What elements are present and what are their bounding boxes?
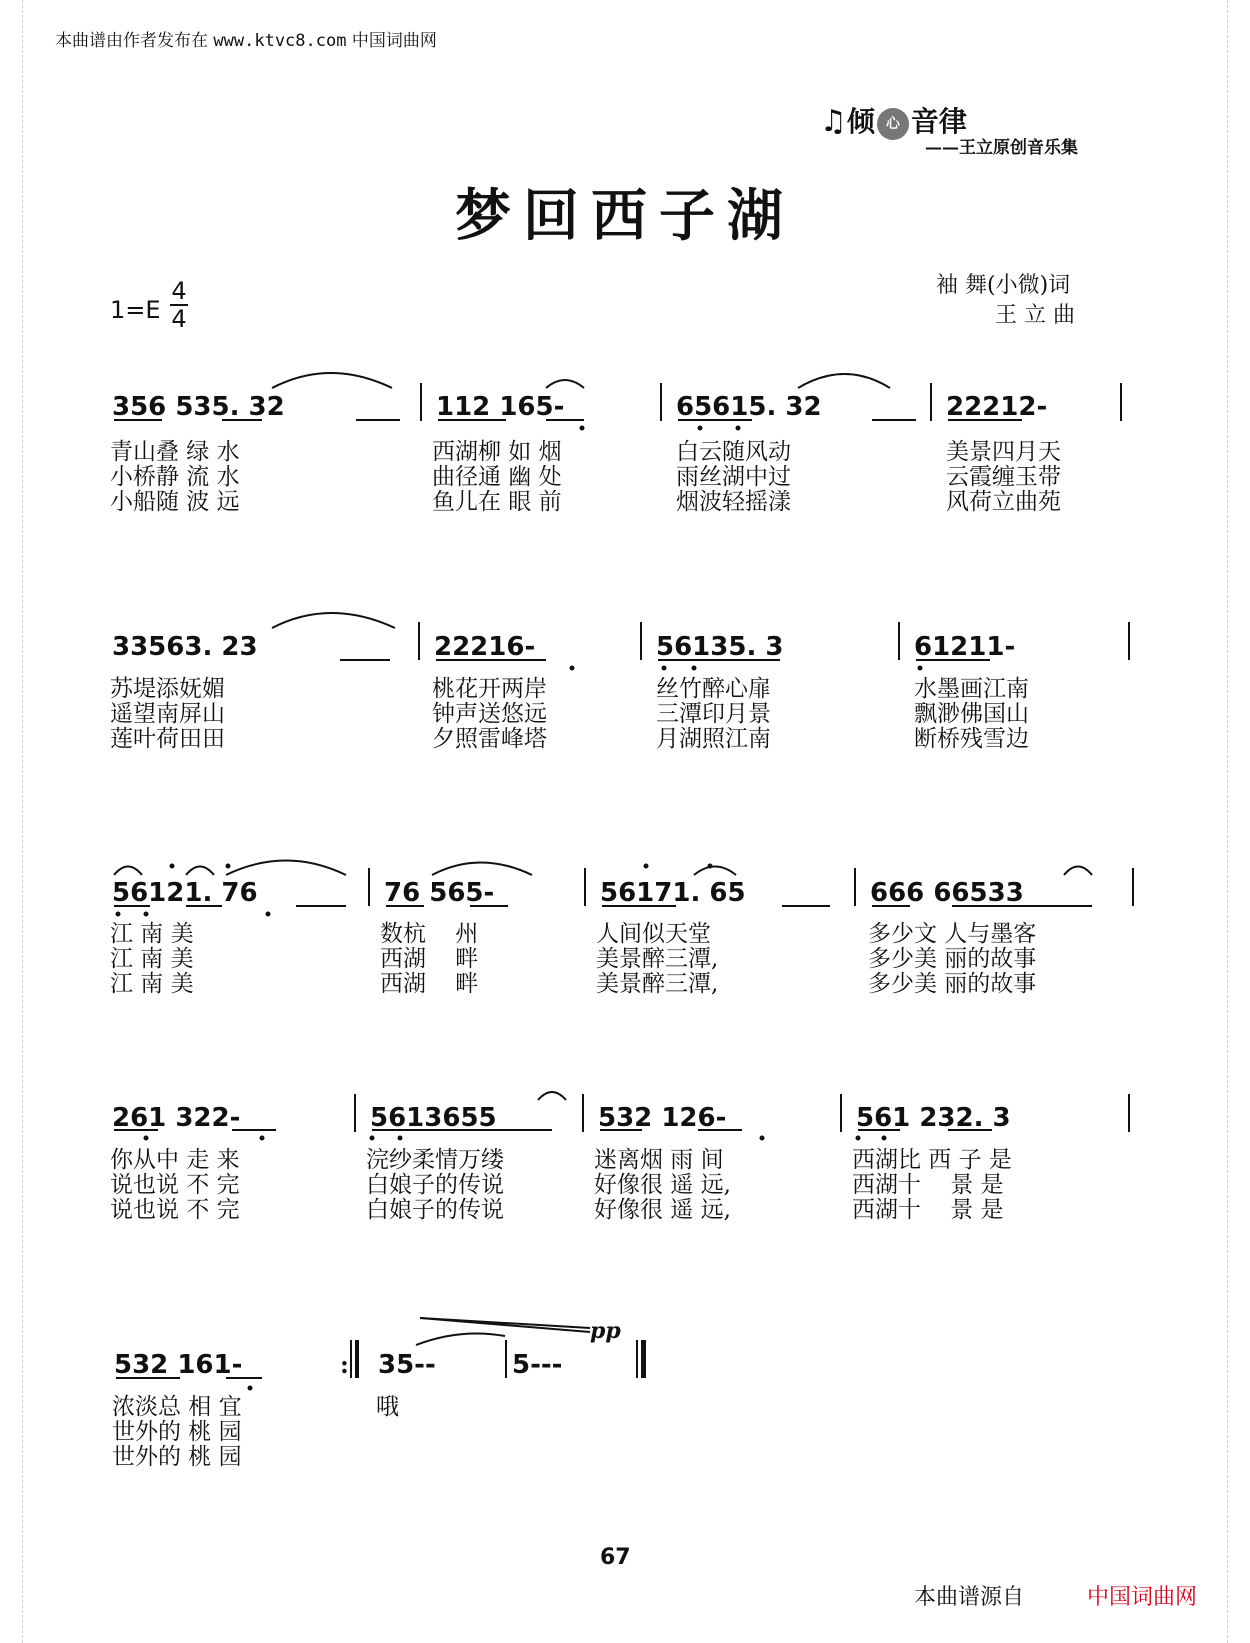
lyrics-block: 数杭 州 西湖 畔 西湖 畔 [380,921,479,997]
measure: 56135. 3 [656,632,784,662]
measure: 356 535. 32 [112,392,285,422]
music-note-icon: ♫ [820,104,847,139]
measure: 532 161- [114,1350,243,1380]
lyrics-block: 苏堤添妩媚 遥望南屏山 莲叶荷田田 [110,676,225,752]
lyrics-block: 江 南 美 江 南 美 江 南 美 [110,921,194,997]
lyrics-block: 白云随风动 雨丝湖中过 烟波轻摇漾 [676,439,791,515]
lyrics-block: 浣纱柔情万缕 白娘子的传说 白娘子的传说 [366,1147,504,1223]
measure: 61211- [914,632,1016,662]
lyrics-block: 多少文 人与墨客 多少美 丽的故事 多少美 丽的故事 [868,921,1037,997]
dynamic-pp: pp [590,1318,621,1344]
header-url[interactable]: www.ktvc8.com [213,31,347,51]
lyrics-block: 西湖柳 如 烟 曲径通 幽 处 鱼儿在 眼 前 [432,439,562,515]
page-number: 67 [600,1545,631,1570]
lyrics-block: 青山叠 绿 水 小桥静 流 水 小船随 波 远 [110,439,240,515]
measure: 112 165- [436,392,565,422]
lyrics-block: 你从中 走 来 说也说 不 完 说也说 不 完 [110,1147,240,1223]
lyrics-block: 人间似天堂 美景醉三潭, 美景醉三潭, [596,921,719,997]
repeat-sign: : [340,1350,349,1379]
lyrics-block: 美景四月天 云霞缠玉带 风荷立曲苑 [946,439,1061,515]
measure: 35-- [378,1350,436,1380]
brand-part1: 倾 [846,105,875,138]
lyrics-block: 浓淡总 相 宜 世外的 桃 园 世外的 桃 园 [112,1394,242,1470]
measure: 76 565- [384,878,495,908]
time-bottom: 4 [171,305,187,333]
measure: 56171. 65 [600,878,746,908]
header-pre: 本曲谱由作者发布在 [55,31,208,51]
measure: 22212- [946,392,1048,422]
measure: 666 66533 [870,878,1024,908]
footer-site-link[interactable]: 中国词曲网 [1087,1585,1198,1610]
lyrics-block: 丝竹醉心扉 三潭印月景 月湖照江南 [656,676,771,752]
measure: 561 232. 3 [856,1103,1011,1133]
composer-credit: 王 立 曲 [995,303,1075,328]
measure: 261 322- [112,1103,241,1133]
lyrics-block: 桃花开两岸 钟声送悠远 夕照雷峰塔 [432,676,547,752]
lyrics-block: 水墨画江南 飘渺佛国山 断桥残雪边 [914,676,1029,752]
measure: 56121. 76 [112,878,258,908]
measure: 5613655 [370,1103,497,1133]
lyricist-credit: 袖 舞(小微)词 [936,273,1071,298]
measure: 65615. 32 [676,392,822,422]
brand-subtitle: ——王立原创音乐集 [925,138,1078,158]
lyrics-block: 西湖比 西 子 是 西湖十 景 是 西湖十 景 是 [852,1147,1012,1223]
lyrics-block: 迷离烟 雨 间 好像很 遥 远, 好像很 遥 远, [594,1147,731,1223]
measure: 33563. 23 [112,632,258,662]
lyrics-block: 哦 [376,1394,399,1420]
measure: 22216- [434,632,536,662]
header-post: 中国词曲网 [351,31,437,51]
brand-part2: 音律 [910,105,967,138]
brand-circle: 心 [877,108,909,140]
song-title: 梦回西子湖 [455,183,795,249]
key-signature: 1=E [110,296,161,324]
time-top: 4 [171,277,187,305]
measure: 5--- [512,1350,563,1380]
measure: 532 126- [598,1103,727,1133]
footer-source-label: 本曲谱源自 [914,1585,1025,1610]
